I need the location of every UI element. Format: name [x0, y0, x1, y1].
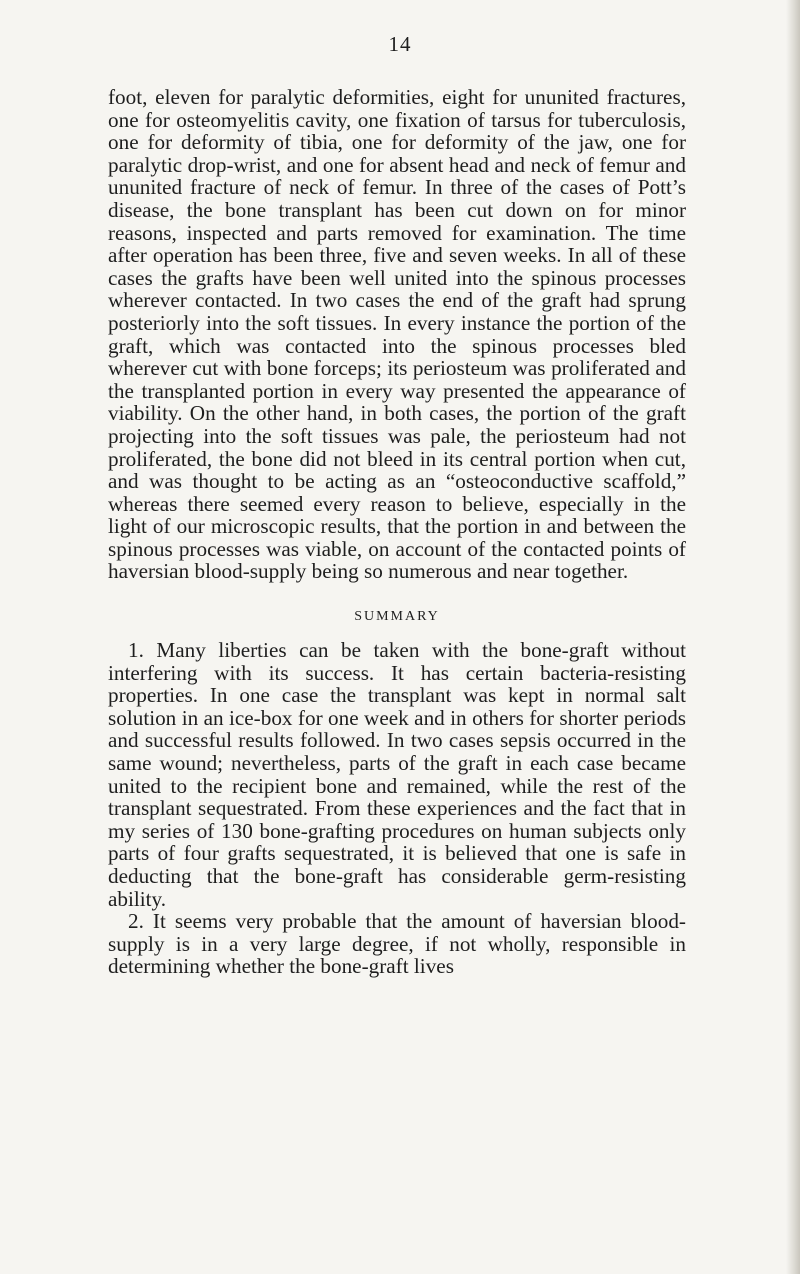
- summary-heading: SUMMARY: [354, 609, 440, 625]
- page-number: 14: [388, 32, 412, 56]
- summary-item-1: 1. Many liberties can be taken with the bone-graft without interfering with its success. It has certain bacteria-resisting properties. In one case the transplant was kept in normal salt solution in an ice-box for one week and in others for shorter periods and successful results followed. In two cases sepsis occurred in the same wound; nevertheless, parts of the graft in each case became united to the recipient bone and remained, while the rest of the transplant sequestrated. From these experiences and the fact that in my series of 130 bone-grafting procedures on human subjects only parts of four grafts sequestrated, it is believed that one is safe in deducting that the bone-graft has considerable germ-resisting ability.: [108, 638, 686, 911]
- body-paragraph: foot, eleven for paralytic deformities, eight for ununited fractures, one for osteomyelitis cavity, one fixation of tarsus for tuberculosis, one for deformity of tibia, one for deformity of the jaw, one for paralytic drop-wrist, and one for absent head and neck of femur and ununited fracture of neck of femur. In three of the cases of Pott’s disease, the bone transplant has been cut down on for minor reasons, inspected and parts removed for examination. The time after operation has been three, five and seven weeks. In all of these cases the grafts have been well united into the spinous processes wherever contacted. In two cases the end of the graft had sprung posteriorly into the soft tissues. In every instance the portion of the graft, which was contacted into the spinous processes bled wherever cut with bone forceps; its periosteum was proliferated and the transplanted portion in every way presented the appearance of viability. On the other hand, in both cases, the portion of the graft projecting into the soft tissues was pale, the periosteum had not proliferated, the bone did not bleed in its central portion when cut, and was thought to be acting as an “osteoconductive scaffold,” whereas there seemed every reason to believe, especially in the light of our microscopic results, that the portion in and between the spinous processes was viable, on account of the contacted points of haversian blood-supply being so numerous and near together.: [108, 85, 686, 584]
- summary-item-2: 2. It seems very probable that the amount of haversian blood-supply is in a very large degree, if not wholly, responsible in determining whether the bone-graft lives: [108, 909, 686, 979]
- text-block: [108, 86, 686, 978]
- page-edge: [786, 0, 800, 1274]
